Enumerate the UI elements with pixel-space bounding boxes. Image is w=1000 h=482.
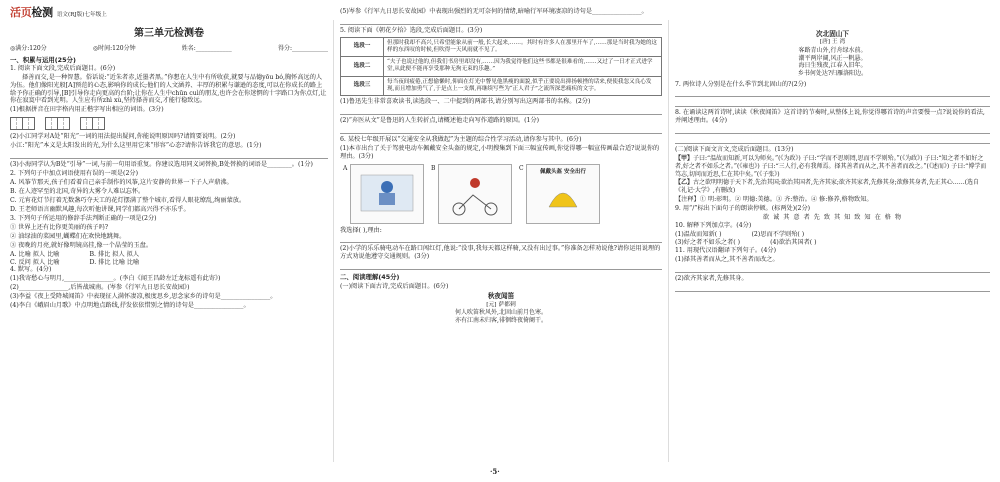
answer-line[interactable] — [340, 17, 662, 25]
total-score: ◎满分:120分 — [10, 44, 47, 52]
question-2: 2. 下列句子中加点词语使用有误的一项是(2分) — [10, 170, 139, 178]
annotation: 【注释】① 明:彰明。② 明德:美德。③ 齐:整治。④ 修:修养,格物致知。 — [675, 195, 873, 203]
question-4: 4. 默写。(4分) — [10, 266, 52, 274]
column-right — [675, 0, 990, 482]
question-3: 3. 下列句子所运用的修辞手法判断正确的一项是(2分) — [10, 214, 157, 222]
question-5-1: (1)鲁迅先生非常喜欢读书,读选段一、二中提到的两部书,请分别写出这两部书的名称。(2分) — [340, 97, 591, 105]
question-11-1: (1)择其善者而从之,其不善者而改之。 — [675, 256, 779, 264]
question-1: 1. 阅读下面文段,完成后面题目。(6分) — [10, 64, 116, 72]
subject-label: 语文(RJ版)七年级上 — [56, 12, 107, 18]
poster-caption: 佩戴头盔 安全出行 — [540, 168, 586, 175]
column-left — [10, 0, 328, 482]
poster-b[interactable]: B — [438, 164, 512, 224]
vocab-item[interactable]: (3)好之者不如乐之者( ) — [675, 239, 741, 247]
question-1-3: (3)小海同学认为B处“引导”一词,与前一句用语重复。你建议选用同义词替换,B处替换的词语是________。(1分) — [10, 161, 313, 169]
name-field[interactable]: 姓名:____________ — [181, 44, 232, 52]
sentence-1: ① 世界上还有比你更美丽的孩子吗? — [10, 223, 109, 231]
option[interactable]: A. 比喻 拟人 比喻 — [10, 250, 60, 258]
option[interactable]: C. 反问 拟人 比喻 — [10, 258, 60, 266]
grid-box[interactable] — [10, 117, 35, 130]
subsection-heading: (二)阅读下面文言文,完成后面题目。(13分) — [675, 146, 794, 154]
score-field[interactable]: 得分:____________ — [277, 44, 328, 52]
page-number: ·5· — [490, 467, 500, 476]
passage-text: 择善而交,是一种智慧。俗话说:“近朱者赤,近墨者黑。”你想在人生中有所收获,就要与品德yōu bó,胸怀高远的人为伍。他们像阳光般[A]预范的心态,影响你的成长;他们的人文涵养、丰厚的积累与谦逊的态度,可以在你成长的路上给予你正确的引导,[B]引导你走向更高的台阶;让你在人生中chūn cuì的朋友,也许会在你迷惘的十字路口为你点灯,让你在寂寞中看到光明。人生应有所zhì xù,坚持择善而交,才能行稳致远。 — [10, 73, 327, 105]
poem-line: 潮平两岸阔,风正一帆悬。 — [798, 54, 867, 62]
answer-line[interactable] — [340, 107, 662, 115]
question-1-2: (2)小江同学对A处“阳光”一词的用法提出疑问,你能说明原因吗?请简要说明。(2分) — [10, 133, 236, 141]
grid-box[interactable] — [80, 117, 105, 130]
question-11: 11. 用现代汉语翻译下列句子。(4分) — [675, 247, 777, 255]
option[interactable]: B. 排比 拟人 拟人 — [89, 250, 140, 258]
subsection-heading: (一)阅读下面古诗,完成后面题目。(6分) — [340, 282, 449, 290]
question-4-2: (2)________________,后皆战城南。(岑参《行军九日思长安故园》) — [10, 284, 190, 292]
table-row: 选段三 每当夜间疲倦,正想偷懒时,仰面在灯光中瞥见他黑瘦的面貌,似乎正要说出抑扬顿挫的话来,便使我忽又良心发现,而且增加勇气了,于是点上一支烟,再继续写些为“正人君子”之流所深恶痛疾的文字。 — [341, 76, 662, 95]
question-4-3: (3)李益《夜上受降城闻笛》中表现征人满怀凄凉,极度思乡,思念家乡的诗句是________________。 — [10, 293, 277, 301]
excerpt-table — [340, 37, 662, 96]
helmet-rider-icon — [351, 165, 423, 223]
logo: 活页检测 — [10, 6, 53, 19]
answer-line[interactable] — [675, 265, 990, 273]
poem-line: 乡书何处达?归雁洛阳边。 — [797, 69, 868, 77]
pause-sentence[interactable]: 欲 诚 其 意 者 先 致 其 知 致 知 在 格 物 — [762, 213, 903, 221]
question-6-choice[interactable]: 我选择( ),理由: — [340, 226, 382, 234]
sentence-2: ② 油绿油的菜园里,蝴蝶们在欢快地跳舞。 — [10, 232, 126, 240]
option-c: C. 元宵花灯节打着无数盏巧夺天工的花灯摆满了整个城市,看得人眼花缭乱,绚丽蒙放。 — [10, 196, 246, 204]
question-5-2: (2)“弃医从文”是鲁迅的人生转折点,请概述他走向写作道路的原因。(1分) — [340, 116, 540, 124]
question-4-1: (1)我寄愁心与明月,________________。(李白《闻王昌龄左迁龙标遥有此寄》) — [10, 275, 221, 283]
time-limit: ◎时间:120分钟 — [92, 44, 136, 52]
sentence-3: ③ 夜晚的月亮,就好像明镜高挂,像一个晶莹的玉盘。 — [10, 241, 153, 249]
poster-a[interactable]: A — [350, 164, 424, 224]
vocab-item[interactable]: (4)欲治其国者( ) — [770, 239, 817, 247]
answer-line[interactable] — [340, 235, 662, 243]
question-4-4: (4)李白《峨眉山月歌》中点明地点路线,抒发依依惜别之情的诗句是________________。 — [10, 302, 250, 310]
question-9: 9. 用“/”标出下面句子的朗读停顿。(标两处)(2分) — [675, 204, 811, 212]
vocab-item[interactable]: (1)温故而知新( ) — [675, 231, 722, 239]
column-divider — [668, 20, 669, 462]
option[interactable]: D. 排比 比喻 比喻 — [89, 258, 140, 266]
poem-author: [唐] 王 湾 — [819, 39, 846, 46]
question-8: 8. 在诵读这两首诗时,读读《秋夜闻笛》这首诗的节奏时,从整体上说,你觉得哪首诗的声音要慢一点?说说你的看法,并阐述理由。(4分) — [675, 109, 985, 125]
question-10: 10. 解释下列加点字。(4分) — [675, 222, 752, 230]
option-b: B. 在人迹罕至的北国,奇异的大雾令人难以忘怀。 — [10, 188, 145, 196]
poster-options — [343, 164, 662, 224]
section-heading: 二、阅读理解(45分) — [340, 273, 400, 282]
question-1-2b: 小江:“阳光”本义是太阳发出的光,为什么这里用它来“形容”心态?请你告诉我它的意思。(1分) — [10, 142, 262, 150]
options-row — [10, 251, 328, 259]
question-6-1: (1)本市出台了关于驾驶电动车佩戴安全头盔的规定,小明搜集到下面三幅宣传画,你觉得哪一幅宣传画最合适?说说你的理由。(3分) — [340, 144, 660, 160]
question-4-5: (5)岑参《行军九日思长安故园》中表现出强烈的无可奈何的情绪,暗喻行军环境凄凉的诗句是________________。 — [340, 8, 648, 15]
question-6-2: (2)小学的乐乐骑电动车在路口闯红灯,他说:“没事,我每天都这样骑,又没有出过事。”你准备怎样劝说他?请你运用说理的方式劝说他遵守交通规则。(3分) — [340, 245, 661, 261]
answer-line[interactable] — [675, 136, 990, 144]
page-title: 第三单元检测卷 — [134, 28, 204, 40]
poem-title: 次北固山下 — [816, 30, 849, 38]
writing-grid[interactable] — [10, 117, 328, 130]
question-7: 7. 两位诗人分别是在什么季节到北固山的?(2分) — [675, 80, 807, 88]
poem-line: 亦有江南未归客,徘徊终夜倚阑干。 — [455, 316, 547, 324]
vocab-item[interactable]: (2)思而不学则殆( ) — [751, 231, 805, 239]
section-heading: 一、积累与运用(25分) — [10, 55, 76, 64]
page-header — [10, 6, 328, 20]
grid-box[interactable] — [45, 117, 70, 130]
column-divider — [333, 20, 334, 462]
poem-line: 何人吹笛秋风外,北固山前月色寒。 — [455, 309, 547, 317]
table-row: 选段一 但那时我却不高兴,只希望能象从前一般,长大起来,……。其时有许多人在那里开车了,……那是当时我为她的这样的东西叹的时候,但吹得一天风雨就不见了。 — [341, 37, 662, 56]
poem-line: 海日生残夜,江春入旧年。 — [798, 62, 867, 70]
poem-title: 秋夜闻笛 — [487, 292, 515, 301]
text-yi: 【乙】古之欲明明德于天下者,先治其国;欲治其国者,先齐其家;欲齐其家者,先修其身;欲修其身者,先正其心……(选自《礼记·大学》,有删改) — [675, 179, 980, 194]
answer-line[interactable] — [675, 126, 990, 134]
question-11-2: (2)欲齐其家者,先修其身。 — [675, 275, 748, 283]
poster-c[interactable]: C 佩戴头盔 安全出行 — [526, 164, 600, 224]
answer-line[interactable] — [675, 89, 990, 97]
answer-line[interactable] — [675, 99, 990, 107]
column-middle — [340, 0, 662, 482]
poem-line: 客路青山外,行舟绿水前。 — [798, 46, 867, 54]
answer-line[interactable] — [675, 284, 990, 292]
question-6: 6. 某校七年级开展以“交通安全从我做起”为主题的综合性学习活动,请你参与其中。(6分) — [340, 135, 582, 143]
options-row — [10, 259, 328, 267]
answer-line[interactable] — [340, 262, 662, 270]
table-row: 选段二 “夫子也说过他的,但我们书房里却没有,……因为我觉得他们这些书都是很难看的,……又过了一日才正式进学堂,从此便不能再享受那种无拘无束的乐趣。” — [341, 57, 662, 76]
question-5: 5. 阅读下面《朝花夕拾》选段,完成后面题目。(3分) — [340, 26, 483, 34]
poem-author: [元] 萨都剌 — [486, 301, 516, 308]
text-jia: 【甲】子曰:“温故而知新,可以为师矣。”(《为政》) 子曰:“学而不思则罔,思而不学则殆。”(《为政》) 子曰:“知之者不如好之者,好之者不如乐之者。”(《雍也》) 子曰:“三人行,必有我师焉。择其善者而从之,其不善者而改之。”(《述而》) 子曰:“博学而笃志,切问而近思,仁在其中矣。”(《子张》) — [675, 155, 987, 178]
exam-info — [10, 45, 328, 53]
question-1-1: (1)根据拼音在田字格内用正楷字写出相应的词语。(3分) — [10, 106, 164, 114]
scooter-icon — [439, 165, 511, 223]
option-a: A. 风筝节那天,孩子们看着自己亲手制作的风筝,这片安静的世界一下子人声鼎沸。 — [10, 179, 233, 187]
answer-line[interactable] — [340, 126, 662, 134]
option-d: D. 王老师语言幽默风趣,每次听他讲课,同学们都高兴得不亦乐乎。 — [10, 205, 190, 213]
answer-line[interactable] — [10, 151, 328, 159]
